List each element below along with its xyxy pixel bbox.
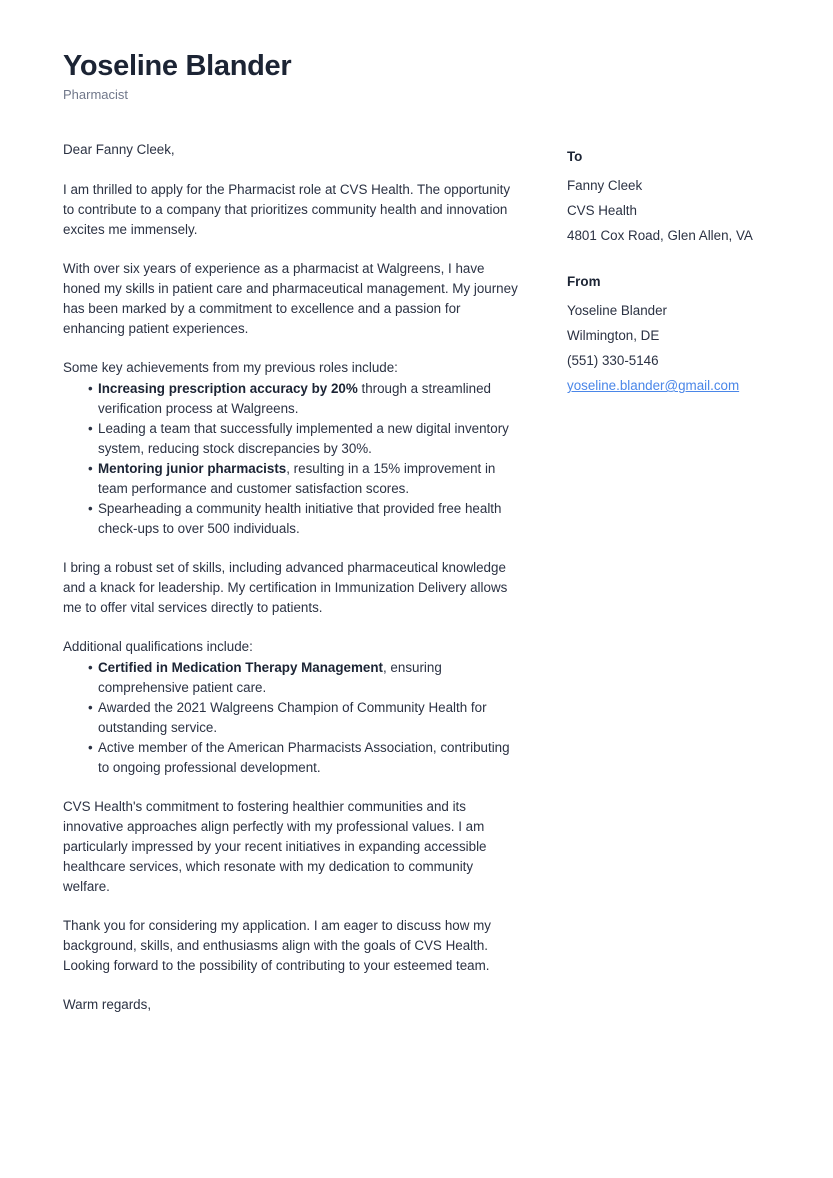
recipient-heading: To xyxy=(567,149,583,164)
list-item-text: through a streamlined verification process at Walgreens. xyxy=(98,381,491,416)
recipient-block xyxy=(567,147,782,246)
list-item xyxy=(88,658,521,698)
list-item-emphasis: Increasing prescription accuracy by 20% xyxy=(98,381,358,396)
recipient-company: CVS Health xyxy=(567,203,637,218)
achievements-intro: Some key achievements from my previous roles include: xyxy=(63,360,398,375)
sender-heading: From xyxy=(567,274,601,289)
applicant-name: Yoseline Blander xyxy=(63,50,292,82)
list-item xyxy=(88,379,521,419)
applicant-role: Pharmacist xyxy=(63,87,129,103)
list-item-text: , resulting in a 15% improvement in team performance and customer satisfaction scores. xyxy=(98,461,496,496)
list-item xyxy=(88,698,521,738)
letter-paragraph-5: Thank you for considering my application. I am eager to discuss how my background, skills, and enthusiasms align with the goals of CVS Health. Looking forward to the possibility of contributing to your esteemed team. xyxy=(63,918,491,973)
sender-phone: (551) 330-5146 xyxy=(567,353,659,368)
list-item xyxy=(88,499,521,539)
qualifications-intro: Additional qualifications include: xyxy=(63,639,253,654)
letter-paragraph-3: I bring a robust set of skills, including advanced pharmaceutical knowledge and a knack for leadership. My certification in Immunization Delivery allows me to offer vital services directly to patients. xyxy=(63,560,508,615)
list-item-text: Awarded the 2021 Walgreens Champion of Community Health for outstanding service. xyxy=(98,700,487,735)
qualifications-list xyxy=(63,658,521,778)
sender-email-link[interactable]: yoseline.blander@gmail.com xyxy=(567,378,740,393)
recipient-name: Fanny Cleek xyxy=(567,178,643,193)
list-item xyxy=(88,459,521,499)
sender-name: Yoseline Blander xyxy=(567,303,668,318)
letter-paragraph-1: I am thrilled to apply for the Pharmacist role at CVS Health. The opportunity to contribute to a company that prioritizes community health and innovation excites me immensely. xyxy=(63,182,511,237)
sender-location: Wilmington, DE xyxy=(567,328,660,343)
list-item-text: , ensuring comprehensive patient care. xyxy=(98,660,442,695)
list-item-emphasis: Mentoring junior pharmacists xyxy=(98,461,287,476)
list-item xyxy=(88,738,521,778)
letter-header xyxy=(63,50,763,103)
list-item-text: Active member of the American Pharmacists Association, contributing to ongoing professional development. xyxy=(98,740,510,775)
letter-signoff: Warm regards, xyxy=(63,997,152,1012)
achievements-list xyxy=(63,379,521,539)
letter-body xyxy=(63,140,521,1015)
list-item xyxy=(88,419,521,459)
letter-salutation: Dear Fanny Cleek, xyxy=(63,142,175,157)
letter-meta xyxy=(567,147,782,396)
list-item-text: Leading a team that successfully implemented a new digital inventory system, reducing stock discrepancies by 30%. xyxy=(98,421,509,456)
list-item-text: Spearheading a community health initiative that provided free health check-ups to over 500 individuals. xyxy=(98,501,502,536)
sender-block xyxy=(567,272,782,396)
recipient-address: 4801 Cox Road, Glen Allen, VA xyxy=(567,228,753,243)
list-item-emphasis: Certified in Medication Therapy Management xyxy=(98,660,383,675)
letter-paragraph-4: CVS Health's commitment to fostering healthier communities and its innovative approaches align perfectly with my professional values. I am particularly impressed by your recent initiatives in expanding accessible healthcare services, which resonate with my dedication to community welfare. xyxy=(63,799,487,894)
letter-paragraph-2: With over six years of experience as a pharmacist at Walgreens, I have honed my skills in patient care and pharmaceutical management. My journey has been marked by a commitment to excellence and a passion for enhancing patient experiences. xyxy=(63,261,518,336)
